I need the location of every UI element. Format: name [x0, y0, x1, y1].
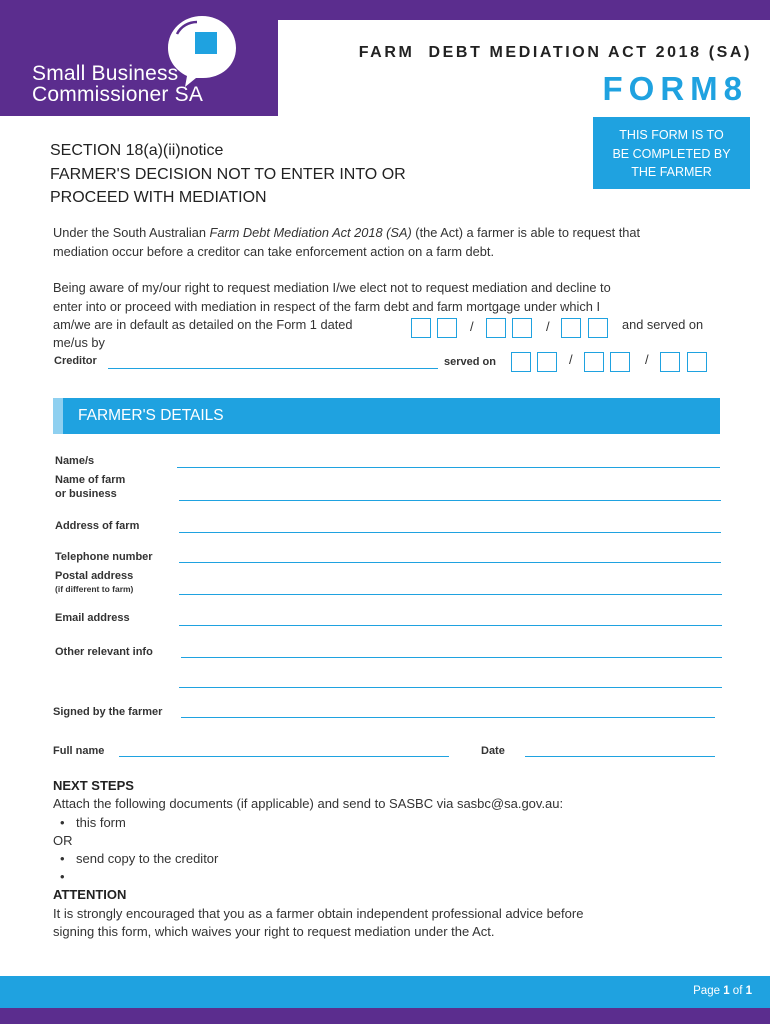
date-separator: / — [546, 319, 550, 334]
address-label: Address of farm — [55, 520, 140, 532]
next-steps-or: OR — [53, 833, 73, 848]
farm-name-label-2: or business — [55, 488, 117, 500]
date-label: Date — [481, 745, 505, 757]
notice-line-1: THIS FORM IS TO — [619, 128, 724, 142]
served-date-year-1[interactable] — [660, 352, 680, 372]
date-separator: / — [569, 352, 573, 367]
other-info-field-2[interactable] — [179, 687, 722, 688]
address-field[interactable] — [179, 532, 721, 533]
election-line-4: me/us by — [53, 335, 105, 350]
page-current: 1 — [723, 985, 730, 997]
intro-text-post: (the Act) a farmer is able to request that — [411, 225, 641, 240]
served-date-month-2[interactable] — [610, 352, 630, 372]
attention-line-2: signing this form, which waives your right to request mediation under the Act. — [53, 924, 495, 939]
names-label: Name/s — [55, 455, 95, 467]
logo-wordmark — [32, 63, 203, 105]
farm-name-field[interactable] — [179, 500, 721, 501]
intro-line-2: mediation occur before a creditor can take enforcement action on a farm debt. — [53, 243, 495, 259]
farmers-details-title: FARMER'S DETAILS — [78, 407, 224, 424]
logo-line-2: Commissioner SA — [32, 83, 204, 106]
page-word: Page — [693, 985, 720, 997]
next-steps-bullet-1: this form — [76, 815, 126, 830]
served-date-day-2[interactable] — [537, 352, 557, 372]
full-name-label: Full name — [53, 745, 105, 757]
intro-act-name: Farm Debt Mediation Act 2018 (SA) — [209, 225, 412, 240]
email-label: Email address — [55, 612, 130, 624]
postal-field[interactable] — [179, 594, 722, 595]
form1-date-year-2[interactable] — [588, 318, 608, 338]
form1-date-day-2[interactable] — [437, 318, 457, 338]
postal-note: (if different to farm) — [55, 584, 134, 594]
logo-line-1: Small Business — [32, 62, 179, 85]
creditor-field[interactable] — [108, 368, 438, 369]
telephone-label: Telephone number — [55, 551, 153, 563]
other-info-label: Other relevant info — [55, 646, 153, 658]
act-title: FARM DEBT MEDIATION ACT 2018 (SA) — [358, 44, 752, 61]
section-title — [50, 139, 406, 210]
bullet-marker: • — [60, 815, 65, 830]
page-of: of — [732, 985, 743, 997]
attention-heading: ATTENTION — [53, 887, 127, 902]
farm-name-label-1: Name of farm — [55, 474, 126, 486]
form-number: FORM8 — [602, 70, 748, 107]
date-separator: / — [470, 319, 474, 334]
election-line-2: enter into or proceed with mediation in respect of the farm debt and farm mortgage under which I — [53, 298, 601, 314]
section-line-1: SECTION 18(a)(ii)notice — [50, 142, 224, 159]
bullet-marker: • — [60, 851, 65, 866]
next-steps-instruction: Attach the following documents (if applicable) and send to SASBC via sasbc@sa.gov.au: — [53, 796, 564, 811]
email-field[interactable] — [179, 625, 722, 626]
served-date-day-1[interactable] — [511, 352, 531, 372]
served-date-year-2[interactable] — [687, 352, 707, 372]
date-field[interactable] — [525, 756, 715, 757]
next-steps-bullet-2: send copy to the creditor — [76, 851, 219, 866]
creditor-label: Creditor — [54, 355, 97, 367]
election-line-3: am/we are in default as detailed on the Form 1 dated — [53, 317, 353, 332]
intro-text-pre: Under the South Australian — [53, 225, 210, 240]
completion-notice — [593, 117, 750, 189]
form1-date-month-1[interactable] — [486, 318, 506, 338]
postal-label: Postal address — [55, 570, 134, 582]
form1-date-day-1[interactable] — [411, 318, 431, 338]
signature-field[interactable] — [181, 717, 715, 718]
election-paragraph — [53, 279, 733, 316]
signed-label: Signed by the farmer — [53, 706, 163, 718]
footer-band — [0, 1008, 770, 1024]
telephone-field[interactable] — [179, 562, 721, 563]
header-accent — [53, 398, 63, 434]
full-name-field[interactable] — [119, 756, 449, 757]
date-separator: / — [645, 352, 649, 367]
next-steps-heading: NEXT STEPS — [53, 778, 134, 793]
names-field[interactable] — [177, 467, 720, 468]
page-indicator — [693, 985, 752, 997]
notice-line-3: THE FARMER — [631, 165, 712, 179]
section-line-2: FARMER'S DECISION NOT TO ENTER INTO OR — [50, 165, 406, 183]
footer-bar — [0, 976, 770, 1008]
other-info-field-1[interactable] — [181, 657, 722, 658]
election-line-1: Being aware of my/our right to request mediation I/we elect not to request mediation and decline to — [53, 280, 611, 295]
form1-date-month-2[interactable] — [512, 318, 532, 338]
notice-line-2: BE COMPLETED BY — [612, 146, 731, 161]
intro-paragraph — [53, 224, 733, 261]
served-on-label: served on — [444, 356, 496, 368]
section-line-3: PROCEED WITH MEDIATION — [50, 189, 267, 206]
form1-date-year-1[interactable] — [561, 318, 581, 338]
farmers-details-header — [53, 398, 720, 434]
attention-line-1: It is strongly encouraged that you as a farmer obtain independent professional advice before — [53, 906, 584, 921]
served-date-month-1[interactable] — [584, 352, 604, 372]
bullet-marker: • — [60, 869, 65, 884]
election-line-3-end: and served on — [622, 317, 704, 332]
page-total: 1 — [745, 985, 752, 997]
